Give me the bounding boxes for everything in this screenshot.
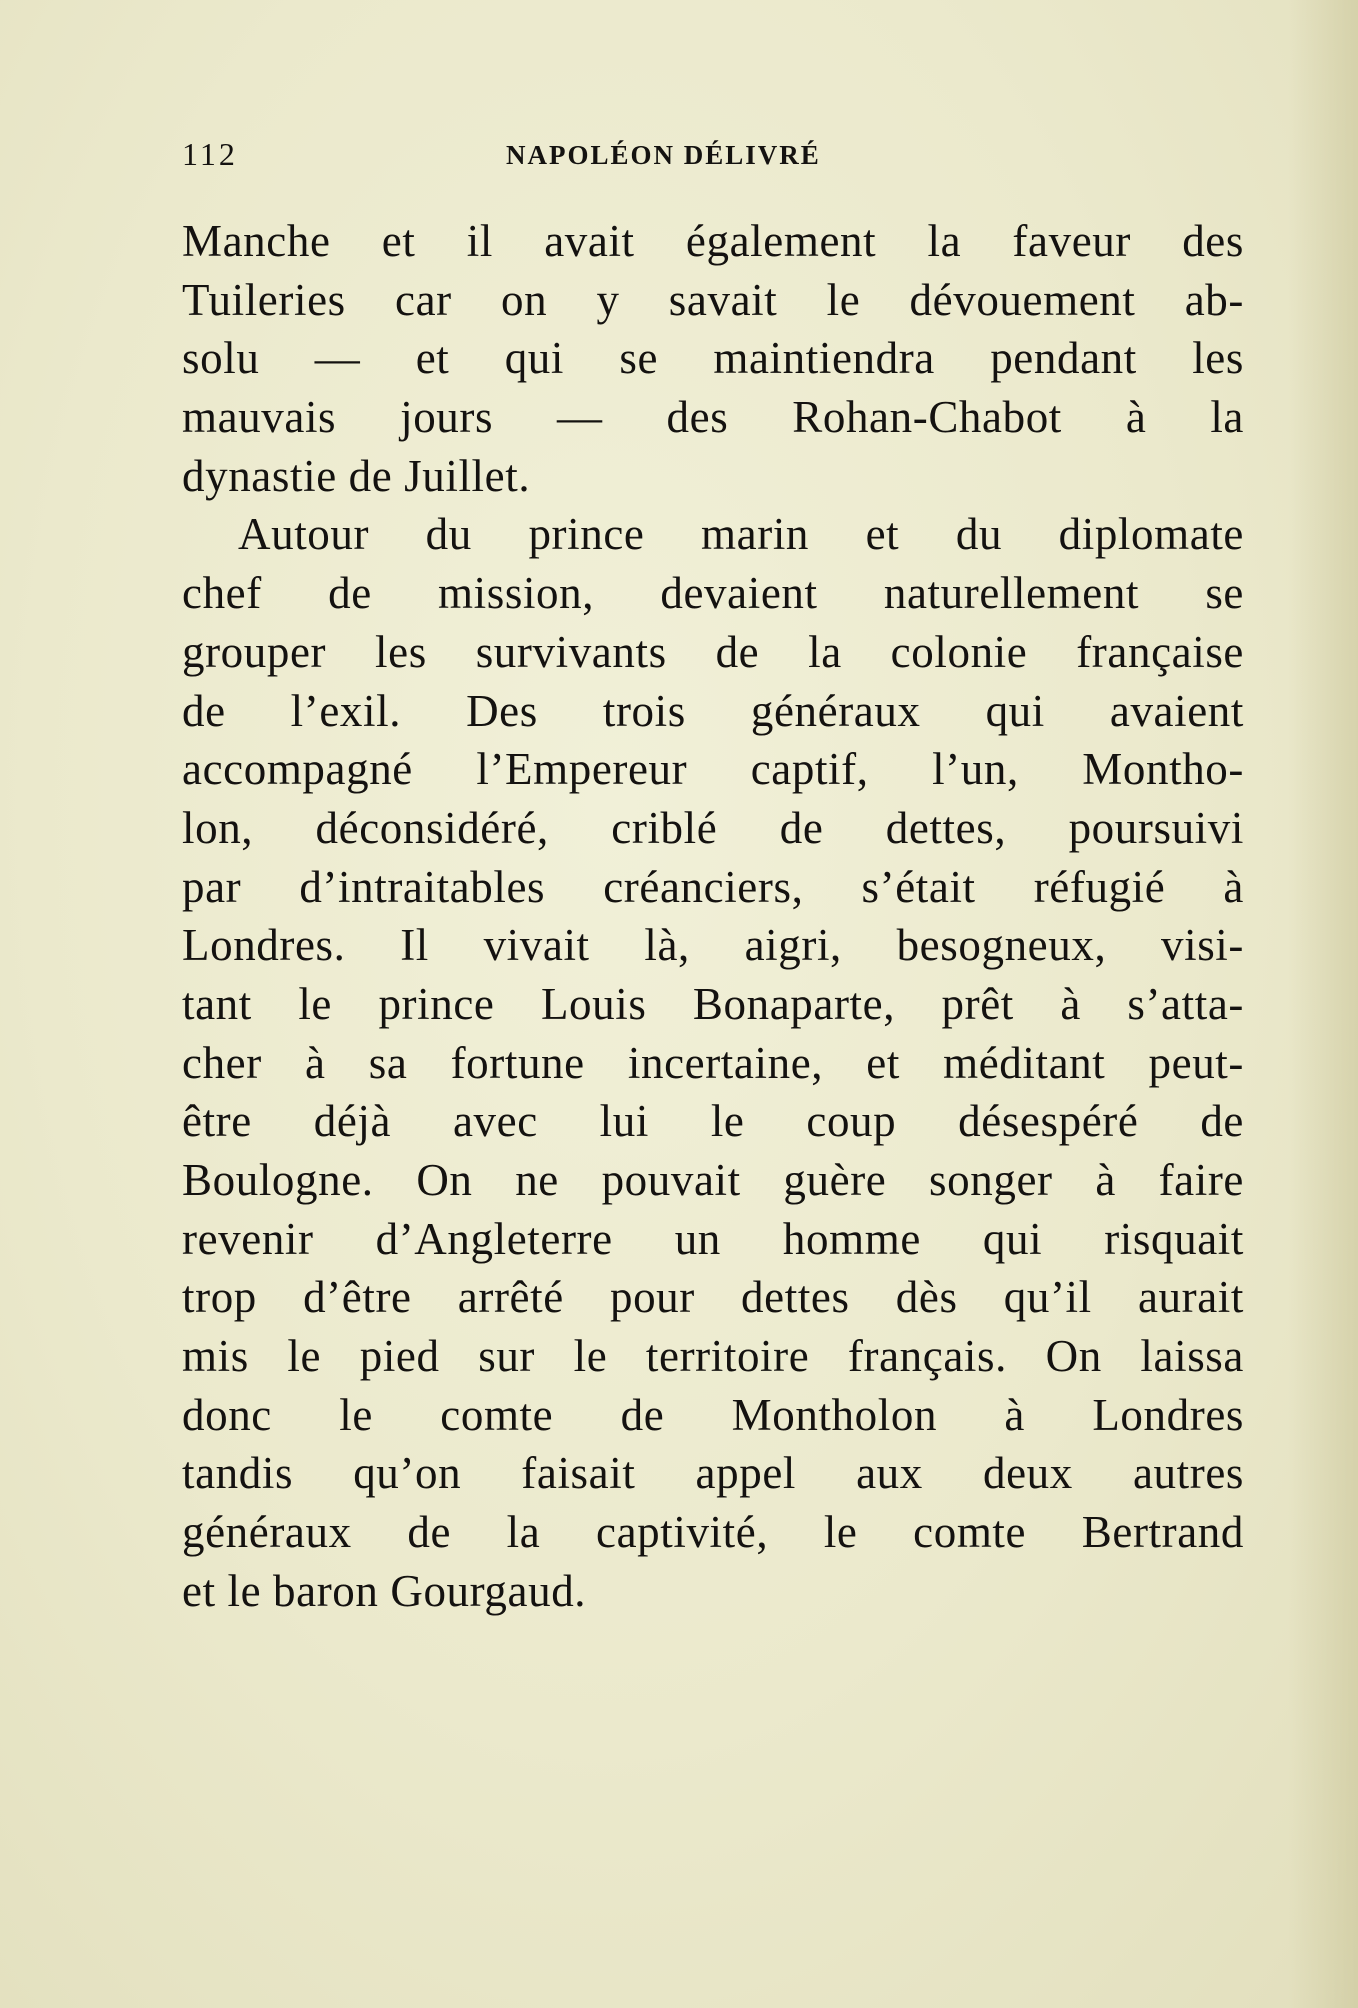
text-line: Londres. Il vivait là, aigri, besogneux, visi- (182, 920, 1244, 971)
text-line: lon, déconsidéré, criblé de dettes, poursuivi (182, 802, 1244, 853)
text-line: et le baron Gourgaud. (182, 1565, 587, 1616)
text-line: par d’intraitables créanciers, s’était réfugié à (182, 861, 1244, 912)
text-line: tandis qu’on faisait appel aux deux autres (182, 1448, 1244, 1499)
running-head (182, 136, 1242, 180)
text-line: mauvais jours — des Rohan-Chabot à la (182, 392, 1244, 443)
text-line: donc le comte de Montholon à Londres (182, 1389, 1244, 1440)
text-line: être déjà avec lui le coup désespéré de (182, 1096, 1244, 1147)
text-line: Manche et il avait également la faveur des (182, 216, 1244, 266)
text-line: grouper les survivants de la colonie française (182, 626, 1244, 677)
text-line: dynastie de Juillet. (182, 450, 531, 501)
text-line: de l’exil. Des trois généraux qui avaient (182, 685, 1244, 736)
text-line: accompagné l’Empereur captif, l’un, Montho- (182, 744, 1244, 795)
body-text (182, 212, 1244, 1621)
page-edge-shadow (1288, 0, 1358, 2008)
text-line: généraux de la captivité, le comte Bertrand (182, 1507, 1244, 1558)
text-line: solu — et qui se maintiendra pendant les (182, 333, 1244, 384)
text-line: chef de mission, devaient naturellement se (182, 568, 1244, 619)
text-line: Boulogne. On ne pouvait guère songer à faire (182, 1155, 1244, 1205)
book-title: NAPOLÉON DÉLIVRÉ (506, 140, 821, 170)
text-line: trop d’être arrêté pour dettes dès qu’il aurait (182, 1272, 1244, 1323)
text-line: revenir d’Angleterre un homme qui risquait (182, 1213, 1244, 1264)
text-line: Autour du prince marin et du diplomate (238, 509, 1244, 560)
page-number: 112 (182, 136, 238, 172)
text-line: cher à sa fortune incertaine, et méditant peut- (182, 1037, 1244, 1088)
text-line: mis le pied sur le territoire français. On laissa (182, 1331, 1244, 1382)
text-line: Tuileries car on y savait le dévouement ab- (182, 274, 1244, 325)
text-line: tant le prince Louis Bonaparte, prêt à s’atta- (182, 978, 1244, 1029)
